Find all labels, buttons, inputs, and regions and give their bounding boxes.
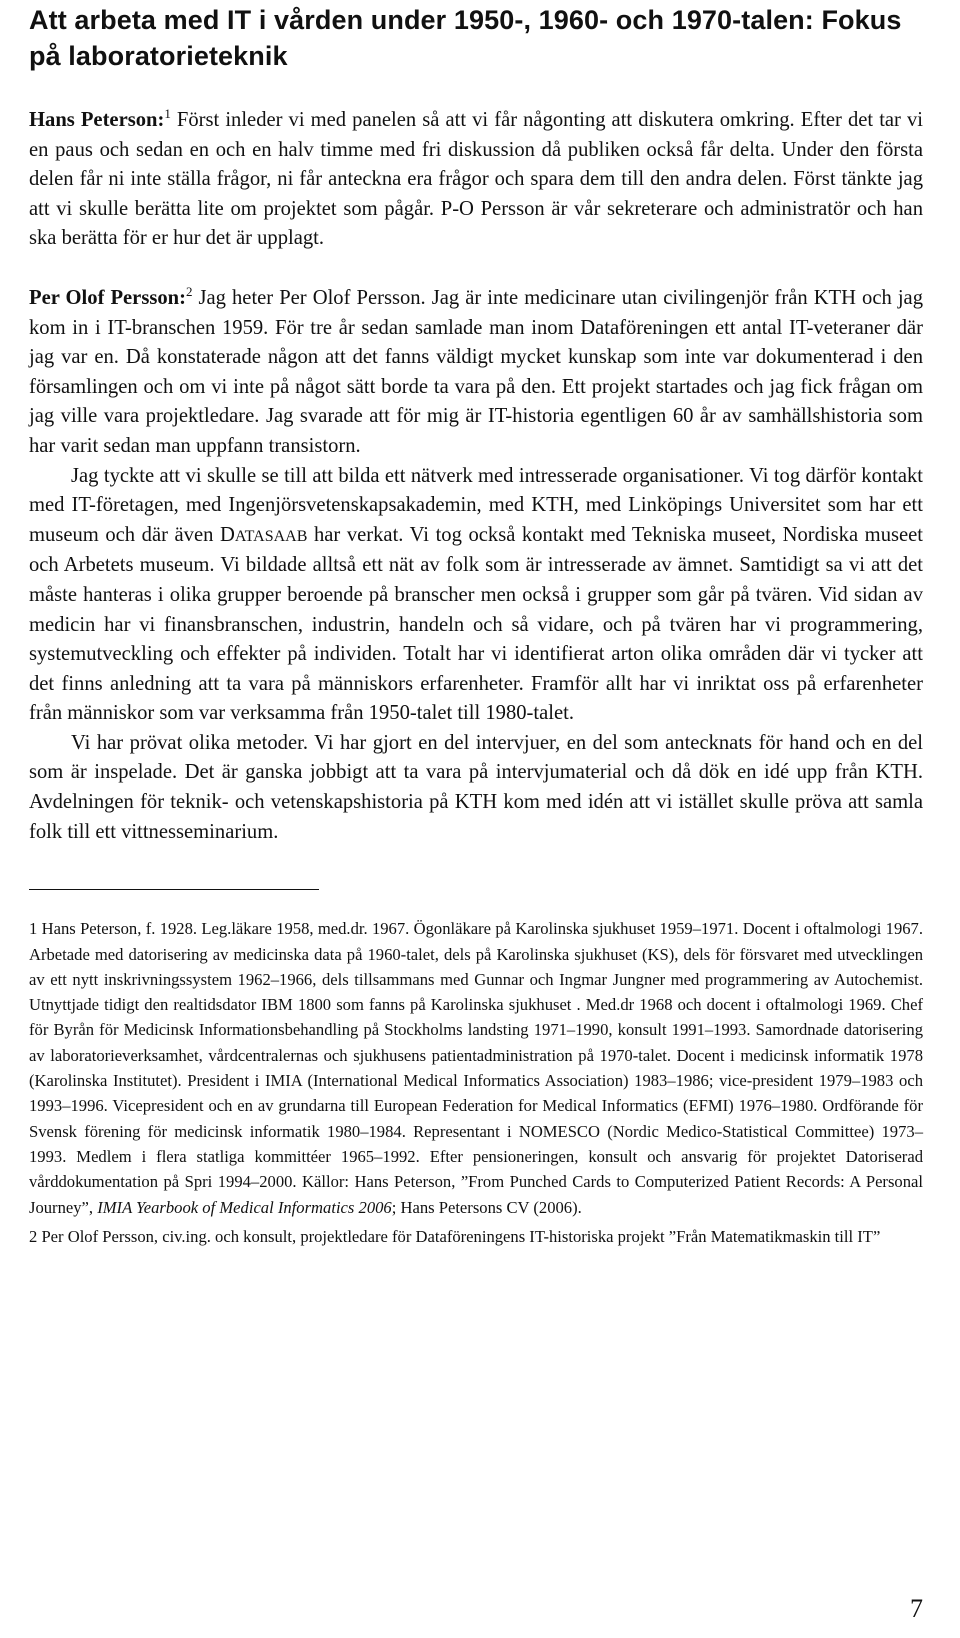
footnote-text: Hans Peterson, f. 1928. Leg.läkare 1958, med.dr. 1967. Ögonläkare på Karolinska sjukhuset 1959–1971. Docent i oftalmologi 1967. Arbetade med datorisering av medicinska data på 1960-talet, dels på Karolinska sjukhuset (KS), dels för försvaret med utvecklingen av ett nytt inskrivningssystem 1962–1966, dels tillsammans med Gunnar och Ingmar Jungner med programmering av Autochemist. Utnyttjade tidigt den realtidsdator IBM 1800 som fanns på Karolinska sjukhuset . Med.dr 1968 och docent i oftalmologi 1969. Chef för Byrån för Medicinsk Informationsbehandling på Stockholms landsting 1971–1990, konsult 1991–1993. Samordnade datorisering av laboratorieverksamhet, vårdcentralernas och sjukhusens patientadministration på 1970-talet. Docent i medicinsk informatik 1978 (Karolinska Institutet). President i IMIA (International Medical Informatics Association) 1983–1986; vice-president 1979–1983 och 1993–1996. Vicepresident och en av grundarna till European Federation for Medical Informatics (EFMI) 1976–1980. Ordförande för Svensk förening för medicinsk informatik 1980–1984. Representant i NOMESCO (Nordic Medico-Statistical Committee) 1973–1993. Medlem i flera statliga kommittéer 1965–1992. Efter pensioneringen, konsult och ansvarig för projektet Datoriserad vårddokumentation på Spri 1994–2000. Källor: Hans Peterson, ”From Punched Cards to Computerized Patient Records: A Personal Journey”, [29,919,923,1217]
footnote-ref[interactable]: 2 [185,284,193,300]
speaker-name: Per Olof Persson: [29,286,186,309]
page-title: Att arbeta med IT i vården under 1950-, 1960- och 1970-talen: Fokus på laboratorieteknik [29,5,902,71]
paragraph-text: Jag tyckte att vi skulle se till att bilda ett nätverk med intresserade organisationer. Vi tog därför kontakt med IT-företagen, med Ingenjörsvetenskapsakademin, med KTH, med Linköpings Universitet som har ett museum och där även D [29,464,923,546]
footnote-italic-text: IMIA Yearbook of Medical Informatics 2006 [97,1197,392,1217]
page-number: 7 [910,1594,923,1623]
speaker-name: Hans Peterson: [29,109,165,131]
footnote-number: 1 [29,919,38,939]
footnote-text: Per Olof Persson, civ.ing. och konsult, projektledare för Dataföreningens IT-historiska projekt ”Från Matematikmaskin till IT” [37,1226,881,1246]
paragraph-text: Först inleder vi med panelen så att vi får någonting att diskutera omkring. Efter det tar vi en paus och sedan en och en halv timme med fri diskussion då publiken också får delta. Under den första delen får ni inte ställa frågor, ni får anteckna era frågor och spara dem till den andra delen. Först tänkte jag att vi skulle berätta lite om projektet som pågår. P-O Persson är vår sekreterare och administratör och han ska berätta för er hur det är upplagt. [29,109,924,250]
footnote-1 [29,916,923,1220]
paragraph-per-olof-persson [29,284,923,462]
footnote-2 [29,1224,923,1249]
paragraph-text: Jag heter Per Olof Persson. Jag är inte medicinare utan civilingenjör från KTH och jag kom in i IT-branschen 1959. För tre år sedan samlade man inom Dataföreningen ett antal IT-veteraner där jag var en. Då konstaterade någon att det fanns väldigt mycket kunskap som inte var dokumenterad i den församlingen och om vi inte på något sätt borde ta vara på den. Ett projekt startades och jag fick frågan om jag ville vara projektledare. Jag svarade att för mig är IT-historia egentligen 60 år av samhällshistoria som har varit sedan man uppfann transistorn. [29,286,923,457]
small-caps-text: ATASAAB [234,527,308,545]
paragraph-network [29,462,923,729]
paragraph-hans-peterson [29,106,923,254]
paragraph-methods [29,729,923,847]
paragraph-text: Vi har prövat olika metoder. Vi har gjort en del intervjuer, en del som antecknats för hand och en del som är inspelade. Det är ganska jobbigt att ta vara på intervjumaterial och då dök en idé upp från KTH. Avdelningen för teknik- och vetenskapshistoria på KTH kom med idén att vi istället skulle pröva att samla folk till ett vittnesseminarium. [29,731,923,843]
paragraph-text: har verkat. Vi tog också kontakt med Tekniska museet, Nordiska museet och Arbetets museum. Vi bildade alltså ett nät av folk som är intresserade av ämnet. Samtidigt sa vi att det måste hanteras i olika grupper beroende på branscher men också i grupper som går på tvären. Vid sidan av medicin har vi finansbranschen, industrin, handeln och så vidare, och på tvären har vi programmering, systemutveckling och effekter på individen. Totalt har vi identifierat arton olika områden där vi tycker att det finns anledning att ta vara på människors erfarenheter. Framför allt har vi inriktat oss på erfarenheter från människor som var verksamma från 1950-talet till 1980-talet. [29,523,924,725]
footnote-number: 2 [29,1226,38,1246]
footnote-ref[interactable]: 1 [164,106,171,122]
footnote-divider [29,889,319,890]
footnote-text: ; Hans Petersons CV (2006). [391,1197,582,1217]
